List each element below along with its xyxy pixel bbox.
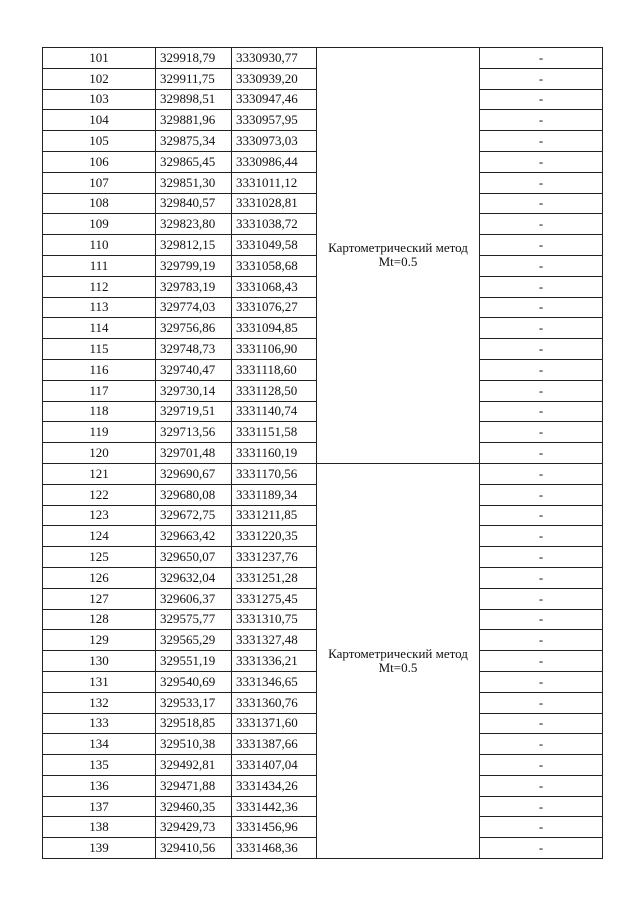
- x-coordinate-cell: 329410,56: [156, 838, 232, 859]
- y-coordinate-cell: 3331160,19: [232, 443, 317, 464]
- x-coordinate-cell: 329429,73: [156, 817, 232, 838]
- value-cell: -: [480, 713, 603, 734]
- y-coordinate-cell: 3331170,56: [232, 463, 317, 484]
- point-number-cell: 129: [43, 630, 156, 651]
- y-coordinate-cell: 3331456,96: [232, 817, 317, 838]
- value-cell: -: [480, 838, 603, 859]
- value-cell: -: [480, 318, 603, 339]
- y-coordinate-cell: 3331310,75: [232, 609, 317, 630]
- point-number-cell: 113: [43, 297, 156, 318]
- y-coordinate-cell: 3331407,04: [232, 755, 317, 776]
- value-cell: -: [480, 89, 603, 110]
- x-coordinate-cell: 329518,85: [156, 713, 232, 734]
- point-number-cell: 114: [43, 318, 156, 339]
- point-number-cell: 102: [43, 68, 156, 89]
- value-cell: -: [480, 193, 603, 214]
- value-cell: -: [480, 484, 603, 505]
- y-coordinate-cell: 3331038,72: [232, 214, 317, 235]
- value-cell: -: [480, 796, 603, 817]
- x-coordinate-cell: 329663,42: [156, 526, 232, 547]
- x-coordinate-cell: 329701,48: [156, 443, 232, 464]
- x-coordinate-cell: 329471,88: [156, 775, 232, 796]
- point-number-cell: 135: [43, 755, 156, 776]
- value-cell: -: [480, 588, 603, 609]
- x-coordinate-cell: 329510,38: [156, 734, 232, 755]
- x-coordinate-cell: 329533,17: [156, 692, 232, 713]
- value-cell: -: [480, 235, 603, 256]
- y-coordinate-cell: 3331434,26: [232, 775, 317, 796]
- y-coordinate-cell: 3331094,85: [232, 318, 317, 339]
- value-cell: -: [480, 630, 603, 651]
- value-cell: -: [480, 110, 603, 131]
- value-cell: -: [480, 339, 603, 360]
- value-cell: -: [480, 214, 603, 235]
- point-number-cell: 112: [43, 276, 156, 297]
- x-coordinate-cell: 329606,37: [156, 588, 232, 609]
- y-coordinate-cell: 3331028,81: [232, 193, 317, 214]
- y-coordinate-cell: 3331360,76: [232, 692, 317, 713]
- x-coordinate-cell: 329540,69: [156, 671, 232, 692]
- x-coordinate-cell: 329740,47: [156, 359, 232, 380]
- x-coordinate-cell: 329823,80: [156, 214, 232, 235]
- y-coordinate-cell: 3331220,35: [232, 526, 317, 547]
- y-coordinate-cell: 3331058,68: [232, 255, 317, 276]
- x-coordinate-cell: 329575,77: [156, 609, 232, 630]
- x-coordinate-cell: 329748,73: [156, 339, 232, 360]
- point-number-cell: 123: [43, 505, 156, 526]
- x-coordinate-cell: 329650,07: [156, 547, 232, 568]
- x-coordinate-cell: 329783,19: [156, 276, 232, 297]
- y-coordinate-cell: 3331118,60: [232, 359, 317, 380]
- point-number-cell: 111: [43, 255, 156, 276]
- value-cell: -: [480, 443, 603, 464]
- table-row: [43, 463, 603, 484]
- x-coordinate-cell: 329756,86: [156, 318, 232, 339]
- x-coordinate-cell: 329460,35: [156, 796, 232, 817]
- x-coordinate-cell: 329840,57: [156, 193, 232, 214]
- x-coordinate-cell: 329911,75: [156, 68, 232, 89]
- y-coordinate-cell: 3331211,85: [232, 505, 317, 526]
- y-coordinate-cell: 3331387,66: [232, 734, 317, 755]
- point-number-cell: 127: [43, 588, 156, 609]
- y-coordinate-cell: 3330930,77: [232, 48, 317, 69]
- x-coordinate-cell: 329680,08: [156, 484, 232, 505]
- y-coordinate-cell: 3331011,12: [232, 172, 317, 193]
- table-row: [43, 48, 603, 69]
- point-number-cell: 122: [43, 484, 156, 505]
- y-coordinate-cell: 3330957,95: [232, 110, 317, 131]
- value-cell: -: [480, 401, 603, 422]
- x-coordinate-cell: 329719,51: [156, 401, 232, 422]
- x-coordinate-cell: 329799,19: [156, 255, 232, 276]
- value-cell: -: [480, 505, 603, 526]
- x-coordinate-cell: 329713,56: [156, 422, 232, 443]
- x-coordinate-cell: 329865,45: [156, 151, 232, 172]
- y-coordinate-cell: 3331468,36: [232, 838, 317, 859]
- x-coordinate-cell: 329672,75: [156, 505, 232, 526]
- y-coordinate-cell: 3331336,21: [232, 651, 317, 672]
- value-cell: -: [480, 422, 603, 443]
- point-number-cell: 110: [43, 235, 156, 256]
- value-cell: -: [480, 547, 603, 568]
- x-coordinate-cell: 329875,34: [156, 131, 232, 152]
- x-coordinate-cell: 329492,81: [156, 755, 232, 776]
- x-coordinate-cell: 329851,30: [156, 172, 232, 193]
- point-number-cell: 108: [43, 193, 156, 214]
- value-cell: -: [480, 151, 603, 172]
- y-coordinate-cell: 3331068,43: [232, 276, 317, 297]
- x-coordinate-cell: 329632,04: [156, 567, 232, 588]
- method-cell: Картометрический метод Mt=0.5: [317, 463, 480, 858]
- point-number-cell: 124: [43, 526, 156, 547]
- y-coordinate-cell: 3330939,20: [232, 68, 317, 89]
- y-coordinate-cell: 3331140,74: [232, 401, 317, 422]
- point-number-cell: 139: [43, 838, 156, 859]
- point-number-cell: 115: [43, 339, 156, 360]
- point-number-cell: 103: [43, 89, 156, 110]
- point-number-cell: 136: [43, 775, 156, 796]
- y-coordinate-cell: 3331151,58: [232, 422, 317, 443]
- x-coordinate-cell: 329730,14: [156, 380, 232, 401]
- y-coordinate-cell: 3331237,76: [232, 547, 317, 568]
- method-cell: Картометрический метод Mt=0.5: [317, 48, 480, 464]
- value-cell: -: [480, 671, 603, 692]
- y-coordinate-cell: 3331076,27: [232, 297, 317, 318]
- value-cell: -: [480, 48, 603, 69]
- value-cell: -: [480, 68, 603, 89]
- point-number-cell: 116: [43, 359, 156, 380]
- point-number-cell: 130: [43, 651, 156, 672]
- y-coordinate-cell: 3331442,36: [232, 796, 317, 817]
- point-number-cell: 104: [43, 110, 156, 131]
- y-coordinate-cell: 3330986,44: [232, 151, 317, 172]
- value-cell: -: [480, 775, 603, 796]
- y-coordinate-cell: 3331327,48: [232, 630, 317, 651]
- y-coordinate-cell: 3331189,34: [232, 484, 317, 505]
- value-cell: -: [480, 172, 603, 193]
- point-number-cell: 105: [43, 131, 156, 152]
- y-coordinate-cell: 3331049,58: [232, 235, 317, 256]
- value-cell: -: [480, 131, 603, 152]
- point-number-cell: 126: [43, 567, 156, 588]
- point-number-cell: 118: [43, 401, 156, 422]
- x-coordinate-cell: 329551,19: [156, 651, 232, 672]
- value-cell: -: [480, 359, 603, 380]
- point-number-cell: 134: [43, 734, 156, 755]
- value-cell: -: [480, 755, 603, 776]
- point-number-cell: 138: [43, 817, 156, 838]
- value-cell: -: [480, 297, 603, 318]
- point-number-cell: 117: [43, 380, 156, 401]
- point-number-cell: 121: [43, 463, 156, 484]
- point-number-cell: 107: [43, 172, 156, 193]
- point-number-cell: 128: [43, 609, 156, 630]
- y-coordinate-cell: 3331128,50: [232, 380, 317, 401]
- y-coordinate-cell: 3331106,90: [232, 339, 317, 360]
- y-coordinate-cell: 3330947,46: [232, 89, 317, 110]
- value-cell: -: [480, 255, 603, 276]
- point-number-cell: 125: [43, 547, 156, 568]
- value-cell: -: [480, 692, 603, 713]
- value-cell: -: [480, 567, 603, 588]
- value-cell: -: [480, 463, 603, 484]
- y-coordinate-cell: 3331275,45: [232, 588, 317, 609]
- point-number-cell: 109: [43, 214, 156, 235]
- point-number-cell: 131: [43, 671, 156, 692]
- value-cell: -: [480, 380, 603, 401]
- x-coordinate-cell: 329898,51: [156, 89, 232, 110]
- x-coordinate-cell: 329812,15: [156, 235, 232, 256]
- point-number-cell: 106: [43, 151, 156, 172]
- point-number-cell: 119: [43, 422, 156, 443]
- x-coordinate-cell: 329690,67: [156, 463, 232, 484]
- y-coordinate-cell: 3331346,65: [232, 671, 317, 692]
- y-coordinate-cell: 3331251,28: [232, 567, 317, 588]
- point-number-cell: 120: [43, 443, 156, 464]
- x-coordinate-cell: 329565,29: [156, 630, 232, 651]
- value-cell: -: [480, 609, 603, 630]
- x-coordinate-cell: 329918,79: [156, 48, 232, 69]
- y-coordinate-cell: 3331371,60: [232, 713, 317, 734]
- x-coordinate-cell: 329774,03: [156, 297, 232, 318]
- value-cell: -: [480, 276, 603, 297]
- value-cell: -: [480, 817, 603, 838]
- point-number-cell: 137: [43, 796, 156, 817]
- x-coordinate-cell: 329881,96: [156, 110, 232, 131]
- value-cell: -: [480, 526, 603, 547]
- value-cell: -: [480, 734, 603, 755]
- point-number-cell: 101: [43, 48, 156, 69]
- y-coordinate-cell: 3330973,03: [232, 131, 317, 152]
- coordinates-table-body: [43, 48, 603, 859]
- coordinates-table: [42, 47, 603, 859]
- point-number-cell: 133: [43, 713, 156, 734]
- value-cell: -: [480, 651, 603, 672]
- point-number-cell: 132: [43, 692, 156, 713]
